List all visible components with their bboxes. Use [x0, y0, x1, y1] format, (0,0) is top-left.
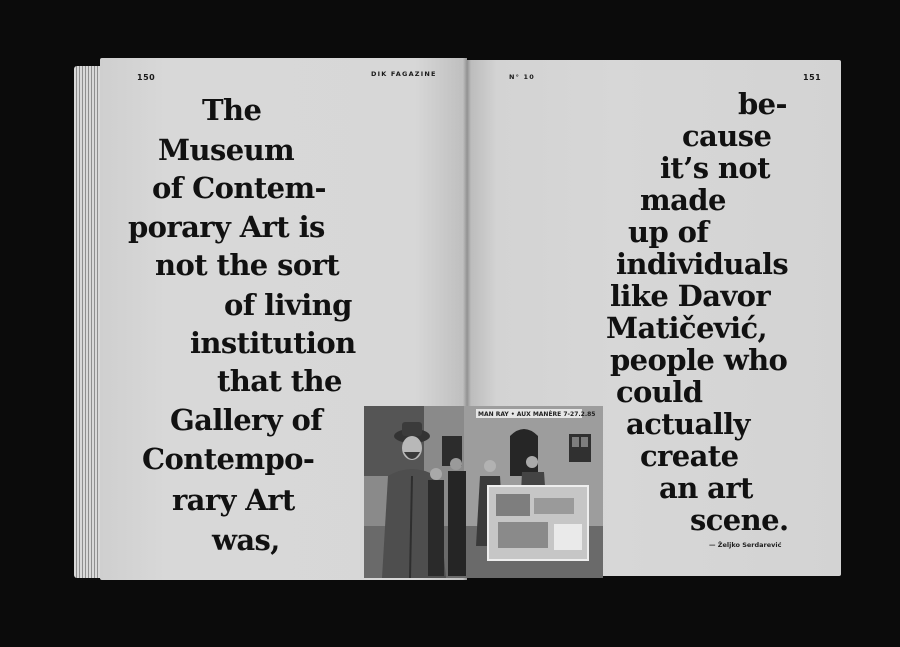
quote-line: The: [202, 93, 262, 127]
quote-line: Museum: [158, 133, 295, 167]
quote-line: create: [640, 439, 739, 473]
quote-line: made: [640, 183, 726, 217]
page-number-left: 150: [137, 73, 156, 82]
quote-line: people who: [610, 343, 788, 377]
archival-photo: [364, 406, 603, 578]
quote-line: scene.: [690, 503, 789, 537]
quote-line: actually: [626, 407, 750, 441]
quote-line: like Davor: [610, 279, 771, 313]
quote-line: Matičević,: [606, 311, 768, 345]
quote-line: institution: [190, 326, 356, 360]
quote-line: be-: [738, 87, 787, 121]
quote-line: was,: [212, 523, 280, 557]
quote-line: rary Art: [172, 483, 295, 517]
running-head: DIK FAGAZINE: [371, 70, 437, 78]
issue-number: N° 10: [509, 73, 535, 81]
photo-scene: [364, 406, 603, 578]
quote-line: of Contem-: [152, 171, 326, 205]
quote-line: up of: [628, 215, 709, 249]
quote-line: not the sort: [155, 248, 340, 282]
quote-line: Contempo-: [142, 442, 315, 476]
quote-line: individuals: [616, 247, 789, 281]
banner-text: MAN RAY • AUX MANÈRE 7-27.2.85: [478, 411, 596, 418]
quote-line: could: [616, 375, 703, 409]
page-number-right: 151: [803, 73, 822, 82]
quote-line: of living: [224, 288, 352, 322]
quote-line: that the: [217, 364, 342, 398]
quote-line: it’s not: [660, 151, 770, 185]
quote-line: cause: [682, 119, 772, 153]
quote-attribution: — Željko Serdarević: [709, 541, 782, 549]
quote-line: an art: [659, 471, 753, 505]
quote-line: porary Art is: [128, 210, 325, 244]
quote-line: Gallery of: [170, 403, 323, 437]
